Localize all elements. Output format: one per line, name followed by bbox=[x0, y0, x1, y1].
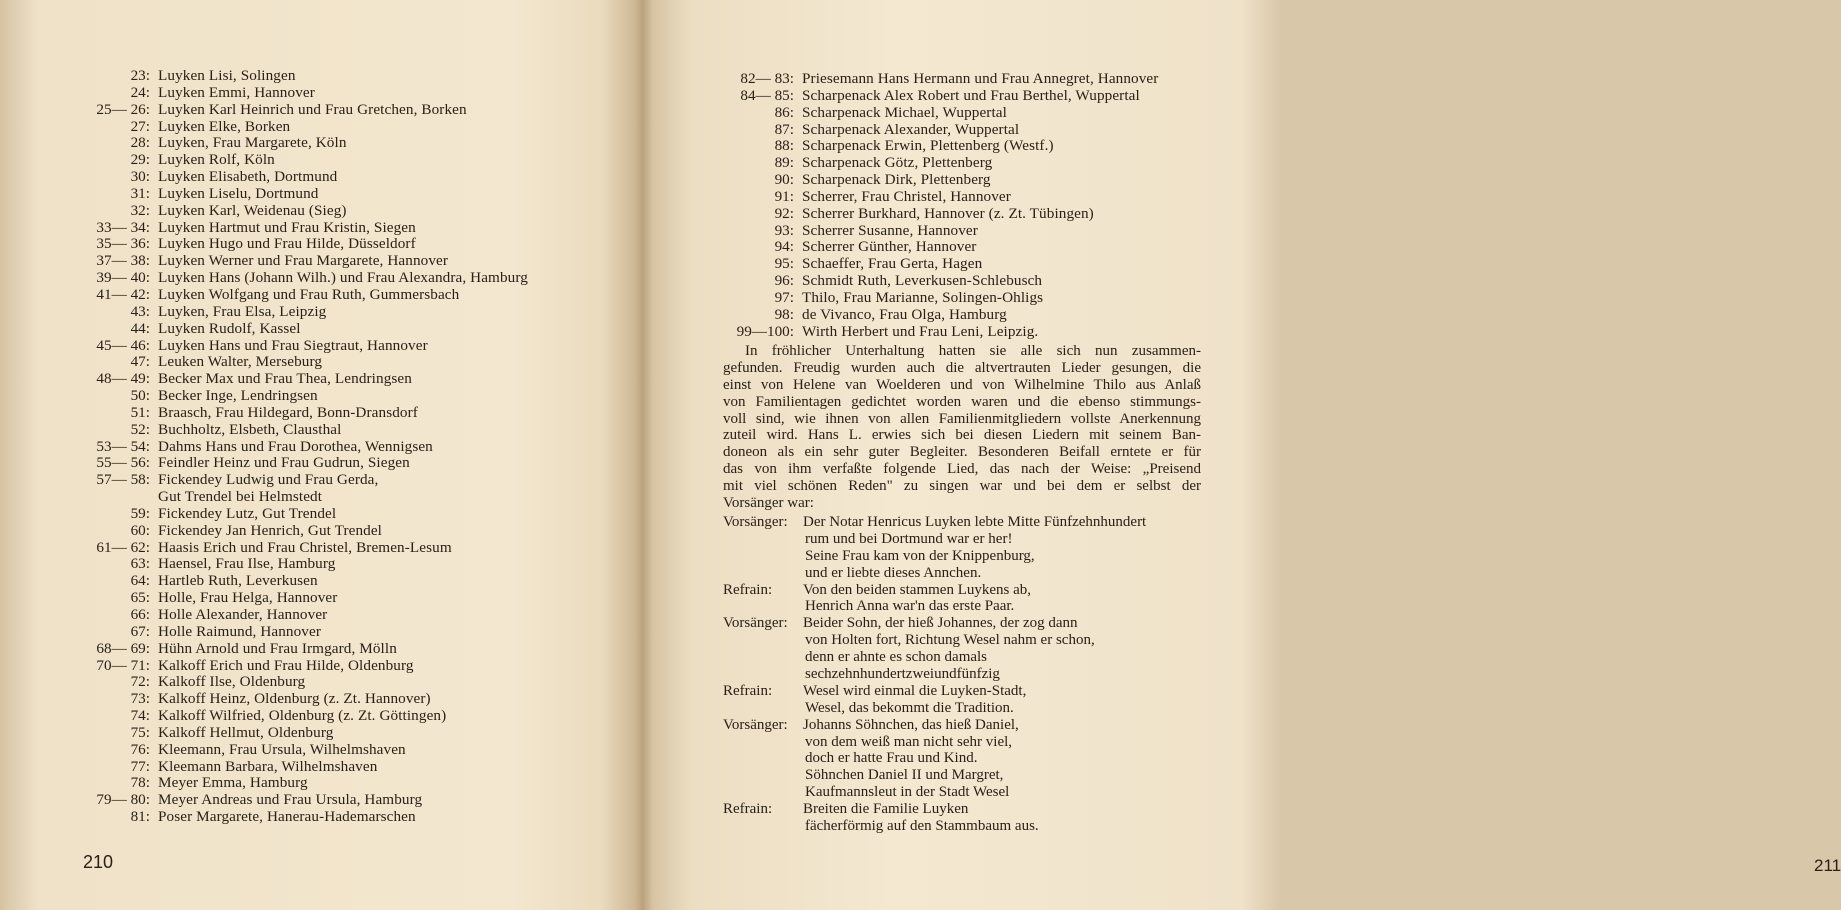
list-item bbox=[70, 169, 528, 186]
list-item bbox=[720, 122, 1158, 139]
entry-name: Holle, Frau Helga, Hannover bbox=[158, 589, 338, 607]
song-line bbox=[723, 598, 1146, 615]
verse-text: und er liebte dieses Annchen. bbox=[805, 564, 982, 581]
list-item bbox=[70, 674, 528, 691]
paragraph-line: gefunden. Freudig wurden auch die altvertrauten Lieder gesungen, die bbox=[723, 359, 1201, 376]
entry-number: 50: bbox=[130, 387, 150, 405]
entry-number: 97: bbox=[774, 288, 794, 306]
entry-name: Leuken Walter, Merseburg bbox=[158, 353, 323, 371]
entry-number: 74: bbox=[130, 707, 150, 725]
entry-name: Wirth Herbert und Frau Leni, Leipzig. bbox=[802, 322, 1039, 340]
verse-text: Söhnchen Daniel II und Margret, bbox=[805, 767, 1004, 784]
member-list-right bbox=[720, 71, 1158, 341]
entry-number: 90: bbox=[774, 171, 794, 189]
entry-name: Kalkoff Erich und Frau Hilde, Oldenburg bbox=[158, 656, 414, 674]
verse-text: von dem weiß man nicht sehr viel, bbox=[805, 733, 1013, 750]
entry-name: Scherrer, Frau Christel, Hannover bbox=[802, 187, 1011, 205]
song-line bbox=[723, 615, 1146, 632]
entry-name: Holle Raimund, Hannover bbox=[158, 622, 321, 640]
entry-number: 87: bbox=[774, 120, 794, 138]
list-item bbox=[70, 624, 528, 641]
entry-name: Luyken Karl, Weidenau (Sieg) bbox=[158, 201, 347, 219]
verse-text: fächerförmig auf den Stammbaum aus. bbox=[805, 818, 1039, 835]
entry-name: de Vivanco, Frau Olga, Hamburg bbox=[802, 305, 1007, 323]
list-item bbox=[70, 489, 528, 506]
entry-number: 32: bbox=[130, 201, 150, 219]
song-line bbox=[723, 700, 1146, 717]
entry-name: Luyken Hans (Johann Wilh.) und Frau Alexandra, Hamburg bbox=[158, 269, 528, 287]
singer-role: Vorsänger: bbox=[723, 514, 788, 530]
song-line bbox=[723, 717, 1146, 734]
list-item bbox=[70, 304, 528, 321]
song-line bbox=[723, 582, 1146, 599]
list-item bbox=[720, 88, 1158, 105]
entry-name: Fickendey Lutz, Gut Trendel bbox=[158, 504, 337, 522]
entry-name: Meyer Andreas und Frau Ursula, Hamburg bbox=[158, 791, 423, 809]
entry-number: 86: bbox=[774, 103, 794, 121]
entry-number: 82— 83: bbox=[740, 70, 794, 87]
entry-number: 57— 58: bbox=[96, 471, 150, 489]
verse-text: Seine Frau kam von der Knippenburg, bbox=[805, 547, 1035, 564]
entry-number: 89: bbox=[774, 154, 794, 172]
list-item bbox=[70, 607, 528, 624]
entry-name: Kleemann, Frau Ursula, Wilhelmshaven bbox=[158, 740, 406, 758]
singer-role bbox=[723, 649, 803, 666]
entry-name: Luyken Rolf, Köln bbox=[158, 151, 275, 169]
entry-number: 96: bbox=[774, 272, 794, 290]
list-item bbox=[70, 809, 528, 826]
entry-number: 94: bbox=[774, 238, 794, 256]
entry-number: 37— 38: bbox=[96, 252, 150, 270]
song-line bbox=[723, 632, 1146, 649]
list-item bbox=[70, 658, 528, 675]
verse-text: Breiten die Familie Luyken bbox=[803, 801, 969, 818]
entry-number: 39— 40: bbox=[96, 269, 150, 287]
entry-name: Scharpenack Alex Robert und Frau Berthel, Wuppertal bbox=[802, 86, 1140, 104]
verse-text: doch er hatte Frau und Kind. bbox=[805, 750, 978, 767]
paragraph-line: Vorsänger war: bbox=[723, 495, 814, 512]
list-item bbox=[70, 775, 528, 792]
entry-name: Scharpenack Michael, Wuppertal bbox=[802, 103, 1007, 121]
list-item bbox=[70, 253, 528, 270]
entry-name: Scharpenack Erwin, Plettenberg (Westf.) bbox=[802, 137, 1054, 155]
list-item bbox=[70, 573, 528, 590]
entry-name: Luyken Elke, Borken bbox=[158, 117, 291, 135]
entry-number: 91: bbox=[774, 187, 794, 205]
narrative-paragraph bbox=[723, 343, 1201, 512]
entry-number bbox=[70, 489, 158, 506]
entry-name: Luyken Werner und Frau Margarete, Hannover bbox=[158, 252, 449, 270]
list-item bbox=[720, 273, 1158, 290]
list-item bbox=[70, 590, 528, 607]
list-item bbox=[70, 152, 528, 169]
verse-text: Henrich Anna war'n das erste Paar. bbox=[805, 598, 1015, 615]
entry-name: Luyken Lisi, Solingen bbox=[158, 67, 296, 84]
list-item bbox=[70, 119, 528, 136]
song-line bbox=[723, 649, 1146, 666]
singer-role bbox=[723, 548, 803, 565]
entry-number: 31: bbox=[130, 184, 150, 202]
list-item bbox=[720, 189, 1158, 206]
entry-number: 30: bbox=[130, 168, 150, 186]
list-item bbox=[70, 691, 528, 708]
entry-number: 88: bbox=[774, 137, 794, 155]
song-line bbox=[723, 750, 1146, 767]
entry-name: Scharpenack Götz, Plettenberg bbox=[802, 154, 993, 172]
entry-name: Luyken Liselu, Dortmund bbox=[158, 184, 319, 202]
entry-number: 33— 34: bbox=[96, 218, 150, 236]
entry-name: Luyken Elisabeth, Dortmund bbox=[158, 168, 338, 186]
list-item bbox=[70, 354, 528, 371]
list-item bbox=[720, 307, 1158, 324]
entry-name: Thilo, Frau Marianne, Solingen-Ohligs bbox=[802, 288, 1044, 306]
song-line bbox=[723, 565, 1146, 582]
entry-name: Kleemann Barbara, Wilhelmshaven bbox=[158, 757, 378, 775]
entry-number: 28: bbox=[130, 134, 150, 152]
entry-number: 35— 36: bbox=[96, 235, 150, 253]
entry-name: Scherrer Burkhard, Hannover (z. Zt. Tübingen) bbox=[802, 204, 1094, 222]
entry-number: 72: bbox=[130, 673, 150, 691]
entry-number: 25— 26: bbox=[96, 100, 150, 118]
list-item bbox=[720, 324, 1158, 341]
entry-name: Luyken Hugo und Frau Hilde, Düsseldorf bbox=[158, 235, 416, 253]
entry-number: 78: bbox=[130, 774, 150, 792]
list-item bbox=[70, 759, 528, 776]
singer-role bbox=[723, 666, 803, 683]
entry-name: Braasch, Frau Hildegard, Bonn-Dransdorf bbox=[158, 403, 418, 421]
entry-number: 44: bbox=[130, 319, 150, 337]
song-line bbox=[723, 801, 1146, 818]
singer-role: Refrain: bbox=[723, 682, 773, 699]
paragraph-line: einst von Helene van Woelderen und von Wilhelmine Thilo aus Anlaß bbox=[723, 376, 1201, 393]
entry-name: Luyken Karl Heinrich und Frau Gretchen, Borken bbox=[158, 100, 467, 118]
singer-role bbox=[723, 750, 803, 767]
song-lyrics bbox=[723, 514, 1146, 835]
paragraph-line: mit viel schönen Reden" zu singen war und bei dem er selbst der bbox=[723, 478, 1201, 495]
paragraph-line: voll sind, wie ihnen von allen Familienmitgliedern vollste Anerkennung bbox=[723, 410, 1201, 427]
paragraph-line: In fröhlicher Unterhaltung hatten sie alle sich nun zusammen- bbox=[745, 343, 1201, 359]
entry-name: Luyken Hans und Frau Siegtraut, Hannover bbox=[158, 336, 428, 354]
list-item bbox=[70, 540, 528, 557]
paragraph-line: zuteil wird. Hans L. erwies sich bei diesen Liedern mit seinem Ban- bbox=[723, 427, 1201, 444]
entry-number: 77: bbox=[130, 757, 150, 775]
list-item bbox=[70, 405, 528, 422]
list-item bbox=[70, 236, 528, 253]
entry-number: 68— 69: bbox=[96, 639, 150, 657]
entry-name: Kalkoff Ilse, Oldenburg bbox=[158, 673, 306, 691]
entry-number: 92: bbox=[774, 204, 794, 222]
list-item bbox=[70, 455, 528, 472]
entry-number: 66: bbox=[130, 606, 150, 623]
verse-text: Kaufmannsleut in der Stadt Wesel bbox=[805, 784, 1010, 801]
entry-name: Kalkoff Heinz, Oldenburg (z. Zt. Hannover) bbox=[158, 690, 431, 708]
list-item bbox=[70, 792, 528, 809]
entry-name: Holle Alexander, Hannover bbox=[158, 606, 328, 623]
song-line bbox=[723, 683, 1146, 700]
entry-number: 43: bbox=[130, 302, 150, 320]
entry-name: Haensel, Frau Ilse, Hamburg bbox=[158, 555, 336, 573]
entry-number: 61— 62: bbox=[96, 538, 150, 556]
verse-text: Wesel wird einmal die Luyken-Stadt, bbox=[803, 682, 1027, 699]
list-item bbox=[70, 523, 528, 540]
list-item bbox=[70, 641, 528, 658]
entry-name: Fickendey Ludwig und Frau Gerda, bbox=[158, 471, 379, 489]
verse-text: sechzehnhundertzweiundfünfzig bbox=[805, 666, 1000, 683]
singer-role bbox=[723, 700, 803, 717]
list-item bbox=[70, 338, 528, 355]
singer-role bbox=[723, 565, 803, 582]
list-item bbox=[70, 68, 528, 85]
entry-number: 27: bbox=[130, 117, 150, 135]
song-line bbox=[723, 548, 1146, 565]
entry-name: Luyken Hartmut und Frau Kristin, Siegen bbox=[158, 218, 416, 236]
list-item bbox=[70, 422, 528, 439]
list-item bbox=[70, 135, 528, 152]
left-page bbox=[0, 0, 640, 910]
entry-number: 60: bbox=[130, 521, 150, 539]
list-item bbox=[70, 388, 528, 405]
verse-text: Der Notar Henricus Luyken lebte Mitte Fünfzehnhundert bbox=[803, 514, 1147, 530]
entry-name: Becker Inge, Lendringsen bbox=[158, 387, 318, 405]
entry-number: 84— 85: bbox=[740, 86, 794, 104]
entry-name: Feindler Heinz und Frau Gudrun, Siegen bbox=[158, 454, 410, 472]
entry-number: 52: bbox=[130, 420, 150, 438]
list-item bbox=[70, 708, 528, 725]
list-item bbox=[720, 172, 1158, 189]
entry-name: Schmidt Ruth, Leverkusen-Schlebusch bbox=[802, 272, 1043, 290]
list-item bbox=[720, 206, 1158, 223]
entry-name: Kalkoff Hellmut, Oldenburg bbox=[158, 723, 334, 741]
entry-name: Buchholtz, Elsbeth, Clausthal bbox=[158, 420, 342, 438]
list-item bbox=[70, 742, 528, 759]
entry-name: Luyken, Frau Elsa, Leipzig bbox=[158, 302, 327, 320]
entry-number: 95: bbox=[774, 255, 794, 273]
entry-name: Haasis Erich und Frau Christel, Bremen-Lesum bbox=[158, 538, 452, 556]
entry-name: Scharpenack Dirk, Plettenberg bbox=[802, 171, 991, 189]
list-item bbox=[720, 256, 1158, 273]
verse-text: Von den beiden stammen Luykens ab, bbox=[803, 581, 1032, 598]
list-item bbox=[720, 155, 1158, 172]
page-number-left: 210 bbox=[83, 852, 114, 872]
entry-name: Priesemann Hans Hermann und Frau Annegret, Hannover bbox=[802, 70, 1159, 87]
list-item bbox=[720, 223, 1158, 240]
entry-name: Scherrer Susanne, Hannover bbox=[802, 221, 978, 239]
song-line bbox=[723, 666, 1146, 683]
song-line bbox=[723, 734, 1146, 751]
verse-text: Wesel, das bekommt die Tradition. bbox=[805, 699, 1014, 716]
entry-number: 93: bbox=[774, 221, 794, 239]
list-item bbox=[720, 239, 1158, 256]
list-item bbox=[70, 85, 528, 102]
entry-number: 98: bbox=[774, 305, 794, 323]
entry-number: 65: bbox=[130, 589, 150, 607]
list-item bbox=[70, 186, 528, 203]
entry-number: 51: bbox=[130, 403, 150, 421]
list-item bbox=[70, 270, 528, 287]
singer-role bbox=[723, 531, 803, 548]
page-number-right: 211 bbox=[1814, 856, 1841, 875]
verse-text: Johanns Söhnchen, das hieß Daniel, bbox=[803, 716, 1019, 733]
entry-name: Poser Margarete, Hanerau-Hademarschen bbox=[158, 808, 416, 826]
entry-number: 76: bbox=[130, 740, 150, 758]
entry-name: Meyer Emma, Hamburg bbox=[158, 774, 308, 792]
singer-role bbox=[723, 784, 803, 801]
entry-number: 45— 46: bbox=[96, 336, 150, 354]
entry-name: Luyken Rudolf, Kassel bbox=[158, 319, 301, 337]
paragraph-line: von Familientagen gedichtet worden waren und die ebenso stimmungs- bbox=[723, 393, 1201, 410]
entry-name: Becker Max und Frau Thea, Lendringsen bbox=[158, 370, 412, 388]
entry-number: 73: bbox=[130, 690, 150, 708]
entry-number: 79— 80: bbox=[96, 791, 150, 809]
list-item bbox=[70, 472, 528, 489]
entry-name: Schaeffer, Frau Gerta, Hagen bbox=[802, 255, 983, 273]
singer-role bbox=[723, 734, 803, 751]
entry-number: 70— 71: bbox=[96, 656, 150, 674]
list-item bbox=[70, 287, 528, 304]
entry-name: Luyken, Frau Margarete, Köln bbox=[158, 134, 347, 152]
verse-text: rum und bei Dortmund war er her! bbox=[805, 530, 1013, 547]
paragraph-line: doneon als ein sehr guter Begleiter. Besonderen Beifall erntete er für bbox=[723, 444, 1201, 461]
verse-text: denn er ahnte es schon damals bbox=[805, 649, 988, 666]
song-line bbox=[723, 514, 1146, 531]
list-item bbox=[70, 556, 528, 573]
entry-number: 64: bbox=[130, 572, 150, 590]
song-line bbox=[723, 818, 1146, 835]
entry-number: 63: bbox=[130, 555, 150, 573]
entry-name: Hartleb Ruth, Leverkusen bbox=[158, 572, 318, 590]
singer-role: Vorsänger: bbox=[723, 716, 788, 733]
list-item bbox=[70, 506, 528, 523]
entry-number: 29: bbox=[130, 151, 150, 169]
entry-name: Luyken Emmi, Hannover bbox=[158, 83, 315, 101]
entry-name: Scharpenack Alexander, Wuppertal bbox=[802, 120, 1020, 138]
entry-name: Dahms Hans und Frau Dorothea, Wennigsen bbox=[158, 437, 433, 455]
list-item bbox=[70, 102, 528, 119]
list-item bbox=[70, 220, 528, 237]
list-item bbox=[720, 105, 1158, 122]
entry-number: 55— 56: bbox=[96, 454, 150, 472]
entry-number: 75: bbox=[130, 723, 150, 741]
verse-text: Beider Sohn, der hieß Johannes, der zog dann bbox=[803, 615, 1078, 632]
list-item bbox=[720, 71, 1158, 88]
entry-name: Kalkoff Wilfried, Oldenburg (z. Zt. Göttingen) bbox=[158, 707, 447, 725]
entry-number: 23: bbox=[130, 67, 150, 84]
entry-number: 53— 54: bbox=[96, 437, 150, 455]
entry-name: Gut Trendel bei Helmstedt bbox=[158, 488, 323, 506]
list-item bbox=[70, 371, 528, 388]
song-line bbox=[723, 767, 1146, 784]
singer-role: Refrain: bbox=[723, 801, 773, 818]
list-item bbox=[70, 321, 528, 338]
list-item bbox=[70, 439, 528, 456]
singer-role bbox=[723, 632, 803, 649]
singer-role: Refrain: bbox=[723, 581, 773, 598]
song-line bbox=[723, 784, 1146, 801]
member-list-left bbox=[70, 68, 528, 826]
list-item bbox=[720, 290, 1158, 307]
entry-name: Fickendey Jan Henrich, Gut Trendel bbox=[158, 521, 383, 539]
entry-name: Luyken Wolfgang und Frau Ruth, Gummersbach bbox=[158, 285, 460, 303]
entry-name: Scherrer Günther, Hannover bbox=[802, 238, 977, 256]
singer-role bbox=[723, 767, 803, 784]
list-item bbox=[70, 203, 528, 220]
singer-role bbox=[723, 818, 803, 835]
entry-number: 59: bbox=[130, 504, 150, 522]
entry-number: 81: bbox=[130, 808, 150, 826]
entry-name: Hühn Arnold und Frau Irmgard, Mölln bbox=[158, 639, 397, 657]
singer-role: Vorsänger: bbox=[723, 615, 788, 632]
singer-role bbox=[723, 598, 803, 615]
entry-number: 48— 49: bbox=[96, 370, 150, 388]
verse-text: von Holten fort, Richtung Wesel nahm er schon, bbox=[805, 632, 1095, 649]
list-item bbox=[70, 725, 528, 742]
entry-number: 99—100: bbox=[736, 322, 794, 340]
entry-number: 24: bbox=[130, 83, 150, 101]
song-line bbox=[723, 531, 1146, 548]
entry-number: 67: bbox=[130, 622, 150, 640]
list-item bbox=[720, 138, 1158, 155]
paragraph-line: das von ihm verfaßte folgende Lied, das nach der Weise: „Preisend bbox=[723, 461, 1201, 478]
entry-number: 47: bbox=[130, 353, 150, 371]
entry-number: 41— 42: bbox=[96, 285, 150, 303]
